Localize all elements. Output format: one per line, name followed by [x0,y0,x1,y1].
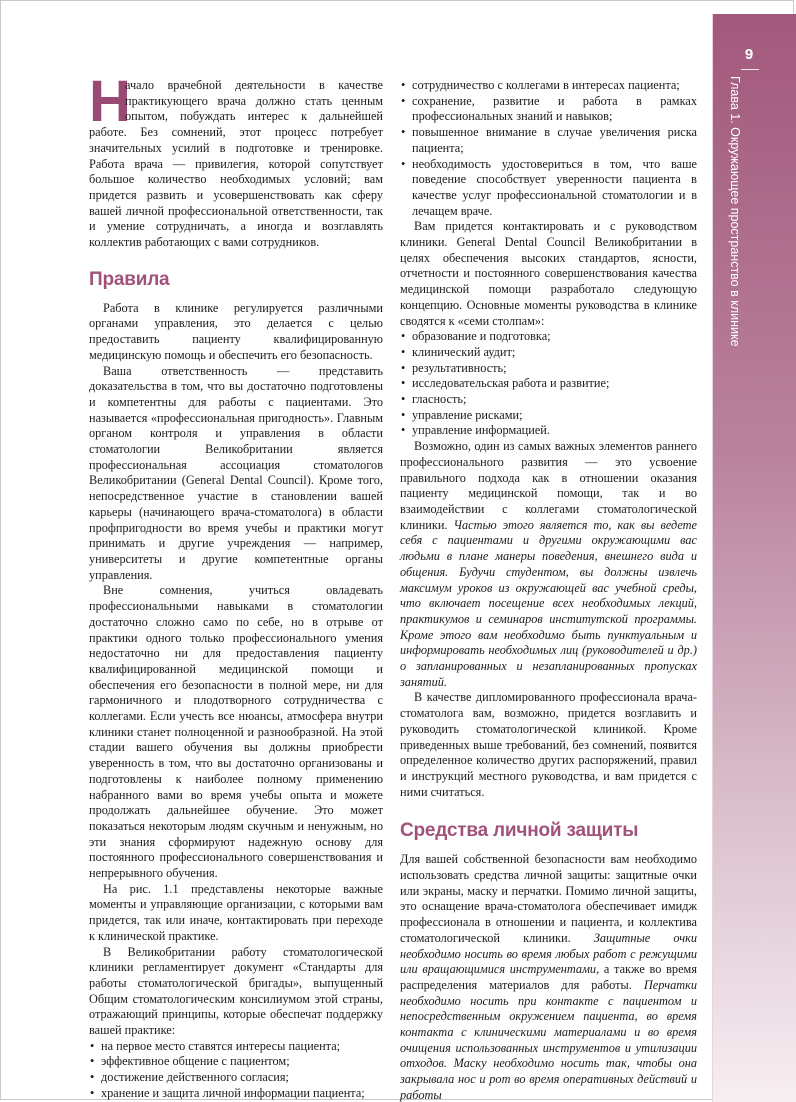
list-item: • исследовательская работа и развитие; [400,376,697,392]
paragraph: Вне сомнения, учиться овладевать профессиональными навыками в стоматологии достаточно сложно само по себе, но в отрыве от практики одного только профессионального умения недостаточно ни для предоставления пациенту квалифицированной медицинской помощи и обеспечения его безопасности в полной мере, ни для гармоничного и плодотворного сотрудничества с коллегами. Если учесть все нюансы, атмосфера внутри клиники станет полноценной и разнообразной. На этой стадии вашего обучения вы должны приобрести уверенность в том, что вы достаточно организованы и подготовлены к наиболее полному применению набранного вами во время учебы опыта и можете продолжать дальнейшее обучение. Это может показаться некоторым людям скучным и ненужным, но эти знания сформируют надежную основу для постоянного профессионального совершенствования и непрерывного обучения. [89,583,383,881]
list-item: • на первое место ставятся интересы пациента; [89,1039,383,1055]
list-item: • эффективное общение с пациентом; [89,1054,383,1070]
paragraph: В качестве дипломированного профессионала врача-стоматолога вам, возможно, придется возглавить и руководить стоматологической клиникой. Кроме приведенных выше требований, без сомнений, появится определенное количество других распоряжений, правил и инструкций местного руководства, и вам придется с ними считаться. [400,690,697,799]
section-heading-ppe: Средства личной защиты [400,820,639,842]
drop-cap: Н [89,78,131,134]
right-column [400,78,697,1102]
paragraph: Работа в клинике регулируется различными органами управления, это делается с целью предоставить пациенту квалифицированную медицинскую помощь и обеспечить его безопасность. [89,300,383,362]
paragraph-text: а также во время распределения материалов для работы. [400,962,697,992]
list-item: • достижение действенного согласия; [89,1070,383,1086]
list-item: • повышенное внимание в случае увеличения риска пациента; [400,125,697,156]
list-item: • гласность; [400,392,697,408]
running-head: Глава 1. Окружающее пространство в клинике [728,76,742,347]
paragraph-text: Возможно, один из самых важных элементов раннего профессионального развития — это усвоение правильного подхода как в отношении оказания пациенту медицинской помощи, так и во взаимодействии с коллегами стоматологической клиники. [400,439,697,532]
intro-paragraph [89,78,383,251]
standards-list-continued [400,78,697,219]
section-heading-rules: Правила [89,268,170,290]
list-item: • сотрудничество с коллегами в интересах пациента; [400,78,697,94]
paragraph: На рис. 1.1 представлены некоторые важные моменты и управляющие организации, с которыми вам придется, так или иначе, контактировать при переходе к клинической практике. [89,881,383,943]
paragraph-italic-text: Защитные очки необходимо носить во время любых работ с режущими или вращающимися инструментами, [400,930,697,977]
paragraph: В Великобритании работу стоматологической клиники регламентирует документ «Стандарты для работы стоматологической бригады», выпущенный Общим стоматологическим консилиумом этой страны, отражающий принципы, которые обеспечат поддержку вашей практике: [89,944,383,1038]
paragraph: Ваша ответственность — представить доказательства в том, что вы достаточно подготовлены и компетентны для работы с пациентами. Это называется «профессиональная пригодность». Главным органом контроля и управления в области стоматологии Великобритании является профессиональная ассоциация стоматологов Великобритании (General Dental Council). Кроме того, непосредственное участие в становлении вашей карьеры (начинающего врача-стоматолога) в области профпригодности во время учебы и практики могут принимать и другие учреждения — например, университеты и другие компетентные органы управления. [89,363,383,582]
paragraph-italic-text: Частью этого является то, как вы ведете себя с пациентами и другими окружающими вас людьми в плане манеры поведения, внешнего вида и общения. Будучи студентом, вы должны извлечь максимум уроков из окружающей вас учебной среды, что включает посещение всех необходимых лекций, практикумов и семинаров институтской программы. Кроме этого вам необходимо быть пунктуальным и информировать необходимых лиц (руководителей и др.) о запланированных и незапланированных пропусках занятий. [400,517,697,689]
paragraph [400,852,697,1102]
list-item: • управление рисками; [400,408,697,424]
page-number-rule [741,69,759,70]
left-column [89,78,383,1102]
list-item: • управление информацией. [400,423,697,439]
paragraph-italic-text: Перчатки необходимо носить при контакте с пациентом и непосредственным окружением пациента, во время контакта с клиническими материалами и во время очищения использованных инструментов и утилизации отходов. Маску необходимо носить так, чтобы она закрывала нос и рот во время оперативных действий и работы [400,977,697,1102]
list-item: • результативность; [400,361,697,377]
list-item: • необходимость удостовериться в том, что ваше поведение способствует уверенности пациента в качестве услуг профессиональной стоматологии и в лечащем враче. [400,157,697,220]
paragraph [400,439,697,690]
list-item: • клинический аудит; [400,345,697,361]
side-band-edge [712,14,713,1102]
standards-list [89,1039,383,1102]
paragraph-text: Для вашей собственной безопасности вам необходимо использовать средства личной защиты: защитные очки или экраны, маску и перчатки. Помимо личной защиты, это оснащение врача-стоматолога обеспечивает имидж профессионала в отношении и пациента, и коллектива стоматологической клиники. [400,852,697,945]
list-item: • образование и подготовка; [400,329,697,345]
list-item: • хранение и защита личной информации пациента; [89,1086,383,1102]
paragraph: Вам придется контактировать и с руководством клиники. General Dental Council Великобритании в целях обеспечения высоких стандартов, ясности, отчетности и постоянного совершенствования качества медицинской помощи разработало следующую концепцию. Основные моменты руководства в клинике сводятся к «семи столпам»: [400,219,697,328]
intro-text: ачало врачебной деятельности в качестве практикующего врача должно стать ценным опытом, побуждать интерес к дальнейшей работе. Без сомнений, этот процесс потребует значительных усилий в подготовке и тренировке. Работа врача — привилегия, которой сопутствует большое количество необходимых условий; вам придется развить и усовершенствовать как сферу вашей личной профессиональной ответственности, так и умение сотрудничать, а иногда и возглавлять коллектив работающих с вами сотрудников. [89,78,383,250]
list-item: • сохранение, развитие и работа в рамках профессиональных знаний и навыков; [400,94,697,125]
seven-pillars-list [400,329,697,439]
page-number: 9 [744,46,754,63]
